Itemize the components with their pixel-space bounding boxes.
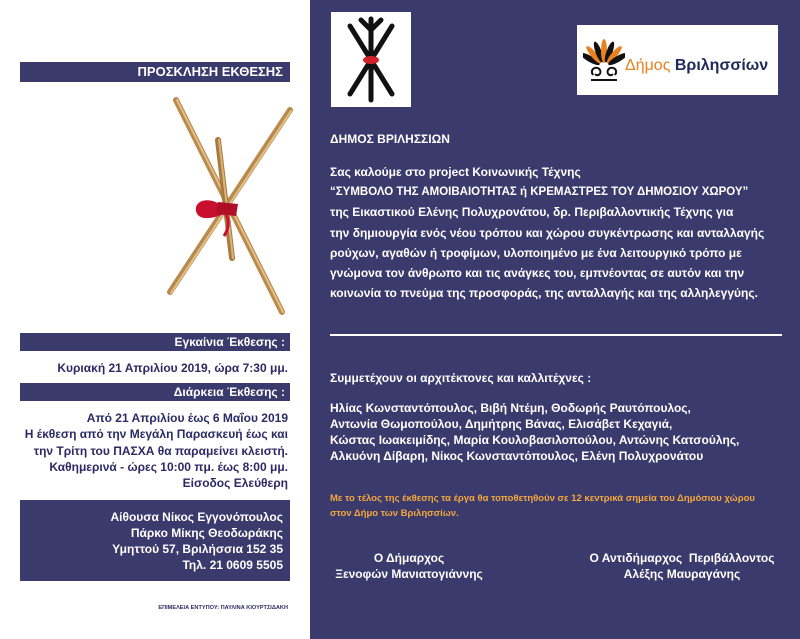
duration-heading: Διάρκεια Έκθεσης :	[20, 383, 290, 401]
duration-line: Καθημερινά - ώρες 10:00 πμ. έως 8:00 μμ.	[49, 459, 288, 474]
invitation-banner: ΠΡΟΣΚΛΗΣΗ ΕΚΘΕΣΗΣ	[20, 62, 290, 82]
logo-text	[625, 56, 768, 76]
duration-line: Από 21 Απριλίου έως 6 Μαΐου 2019	[86, 411, 288, 425]
participants-line: Κώστας Ιωακειμίδης, Μαρία Κουλοβασιλοπούλου, Αντώνης Κατσούλης,	[330, 433, 740, 447]
participants-heading: Συμμετέχουν οι αρχιτέκτονες και καλλιτέχνες :	[330, 371, 592, 385]
deputy-mayor-name: Αλέξης Μαυραγάνης	[623, 567, 741, 581]
intro-paragraph	[330, 162, 764, 303]
duration-line: Η έκθεση από την Μεγάλη Παρασκευή έως και	[24, 427, 288, 442]
duration-line: Είσοδος Ελεύθερη	[182, 476, 288, 490]
duration-line: την Τρίτη του ΠΑΣΧΑ θα παραμείνει κλειστή.	[33, 443, 288, 458]
mayor-name: Ξενοφών Μανιατογιάννης	[335, 567, 483, 581]
reciprocity-symbol-icon	[331, 12, 411, 107]
participants-line: Αλκυόνη Δίβαρη, Νίκος Κωνσταντόπουλος, Ελένη Πολυχρονάτου	[330, 449, 704, 463]
venue-box	[20, 500, 290, 581]
intro-line: Σας καλούμε στο project Κοινωνικής Τέχνης	[330, 165, 581, 179]
placement-note	[330, 491, 755, 521]
municipality-logo	[577, 25, 778, 95]
venue-address: Υμηττού 57, Βριλήσσια 152 35	[112, 542, 283, 556]
logo-word-dimos: Δήμος	[625, 57, 671, 74]
municipality-emblem-icon	[583, 35, 625, 85]
venue-name: Αίθουσα Νίκος Εγγονόπουλος	[110, 510, 283, 524]
logo-word-vrilissia: Βριλησσίων	[674, 57, 769, 74]
mayor-title: Ο Δήμαρχος	[373, 551, 445, 565]
organizer-name: ΔΗΜΟΣ ΒΡΙΛΗΣΣΙΩΝ	[330, 132, 450, 146]
intro-line: την δημιουργία ενός νέου τρόπου και χώρου συγκέντρωσης και ανταλλαγής	[330, 225, 765, 240]
participants-line: Αντωνία Θωμοπούλου, Δημήτρης Βάνας, Ελισάβετ Κεχαγιά,	[330, 417, 673, 431]
intro-line: της Εικαστικού Ελένης Πολυχρονάτου, δρ. Περιβαλλοντικής Τέχνης για	[330, 205, 734, 220]
note-line: στον Δήμο των Βριλησσίων.	[330, 508, 459, 519]
print-credit: ΕΠΙΜΕΛΕΙΑ ΕΝΤΥΠΟΥ: ΠΑΥΛΙΝΑ ΚΙΟΥΡΤΣΙΔΑΚΗ	[158, 605, 288, 611]
participants-list	[330, 400, 739, 464]
intro-line: κοινωνία το πνεύμα της προσφοράς, της ανταλλαγής και της αλληλεγγύης.	[330, 286, 758, 301]
deputy-mayor-signature	[577, 550, 787, 582]
venue-phone: Τηλ. 21 0609 5505	[182, 558, 283, 572]
divider-line	[330, 334, 782, 336]
opening-date: Κυριακή 21 Απριλίου 2019, ώρα 7:30 μμ.	[57, 361, 288, 375]
reciprocity-symbol	[331, 12, 411, 107]
note-line: Με το τέλος της έκθεσης τα έργα θα τοποθετηθούν σε 12 κεντρικά σημεία του Δημόσιου χώρου	[330, 493, 755, 504]
duration-details	[10, 410, 288, 491]
venue-park: Πάρκο Μίκης Θεοδωράκης	[130, 526, 283, 540]
intro-line: ρούχων, αγαθών ή τροφίμων, υλοποιημένο με ένα λειτουργικό τρόπο με	[330, 245, 742, 260]
right-panel	[310, 0, 800, 639]
mayor-signature	[329, 550, 489, 582]
opening-heading: Εγκαίνια Έκθεσης :	[20, 333, 290, 351]
deputy-mayor-title: Ο Αντιδήμαρχος Περιβάλλοντος	[589, 551, 775, 565]
participants-line: Ηλίας Κωνσταντόπουλος, Βιβή Ντέμη, Θοδωρής Ραυτόπουλος,	[330, 401, 691, 415]
hanger-sticks-image	[160, 90, 300, 325]
intro-line: γνώμονα τον άνθρωπο και τις ανάγκες του, εμπνέοντας σε αυτόν και την	[330, 266, 745, 281]
project-title: “ΣΥΜΒΟΛΟ ΤΗΣ ΑΜΟΙΒΑΙΟΤΗΤΑΣ ή ΚΡΕΜΑΣΤΡΕΣ ΤΟΥ ΔΗΜΟΣΙΟΥ ΧΩΡΟΥ”	[330, 186, 749, 199]
